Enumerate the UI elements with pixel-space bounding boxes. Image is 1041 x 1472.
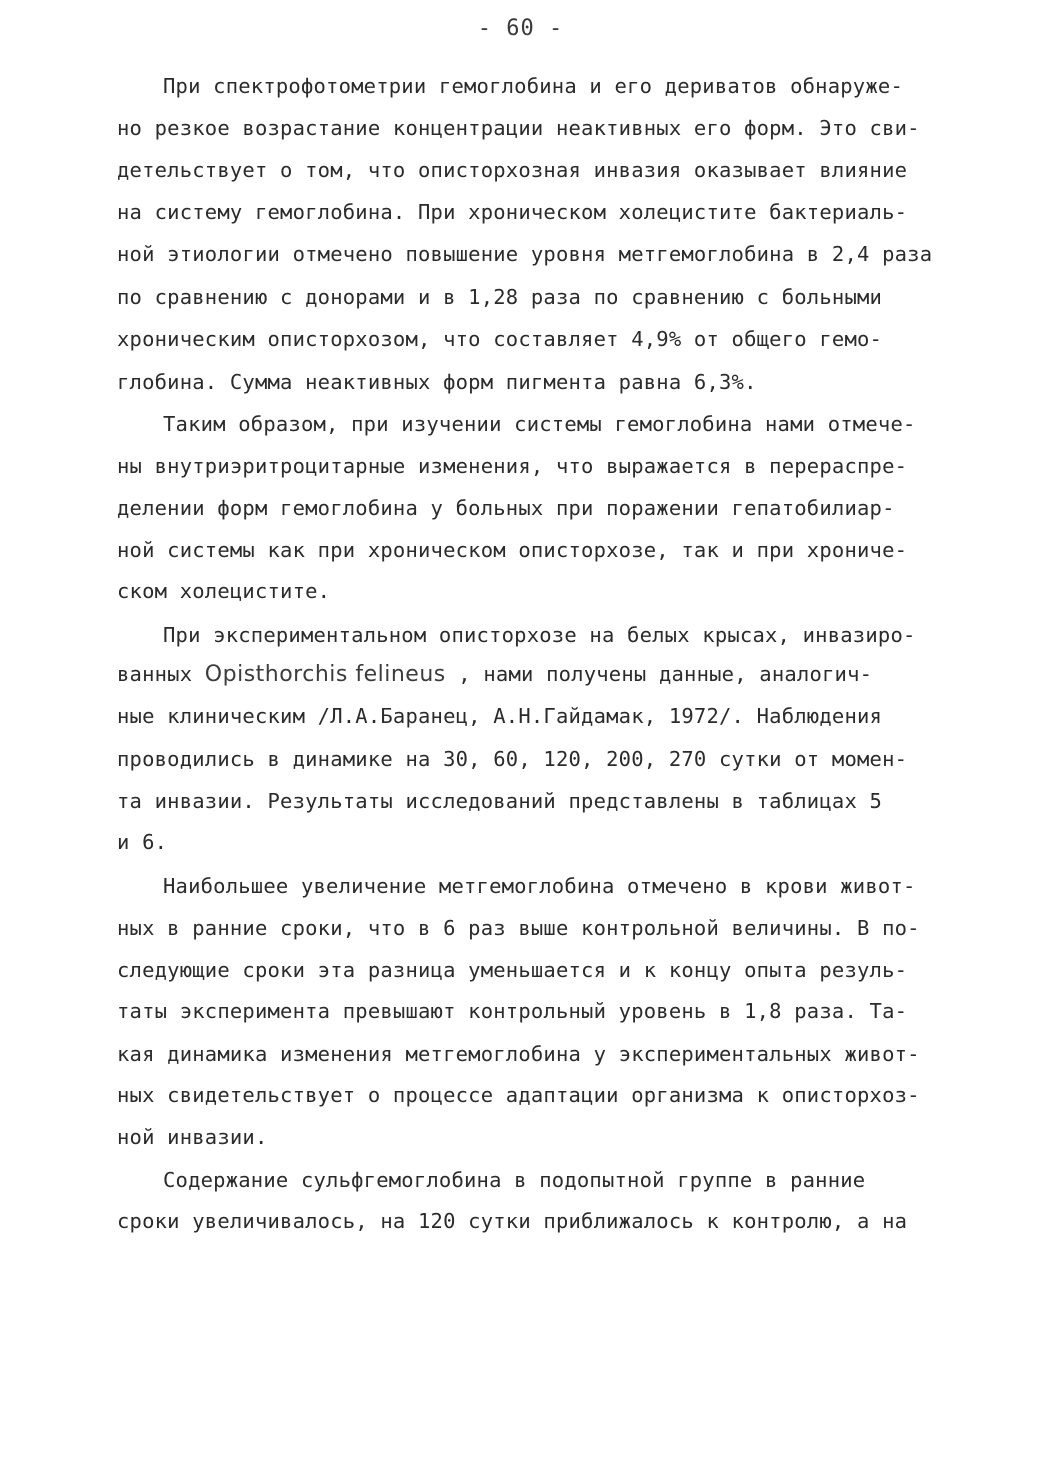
text-line: Таким образом, при изучении системы гемоглобина нами отмече- — [163, 412, 916, 436]
text-line: та инвазии. Результаты исследований представлены в таблицах 5 — [117, 789, 883, 813]
text-line: ском холецистите. — [117, 579, 331, 603]
text-line: Содержание сульфгемоглобина в подопытной группе в ранние — [163, 1168, 866, 1192]
text-line: ных в ранние сроки, что в 6 раз выше контрольной величины. В по- — [117, 916, 920, 940]
text-line: ные клиническим /Л.А.Баранец, А.Н.Гайдамак, 1972/. Наблюдения — [117, 704, 883, 728]
text-line: ных свидетельствует о процессе адаптации организма к описторхоз- — [117, 1083, 920, 1107]
text-fragment: , нами получены данные, аналогич- — [445, 662, 873, 686]
text-line: ной системы как при хроническом описторхозе, так и при хрониче- — [117, 538, 908, 562]
text-fragment: ванных — [117, 662, 205, 686]
text-line: детельствует о том, что описторхозная инвазия оказывает влияние — [117, 158, 908, 182]
species-name: Opisthorchis felineus — [204, 662, 446, 687]
text-line: глобина. Сумма неактивных форм пигмента равна 6,3%. — [117, 370, 757, 394]
page-number: - 60 - — [477, 16, 564, 41]
text-line: следующие сроки эта разница уменьшается и к концу опыта резуль- — [117, 958, 908, 982]
text-line: ной инвазии. — [117, 1125, 268, 1149]
text-line: но резкое возрастание концентрации неактивных его форм. Это сви- — [117, 116, 920, 140]
text-line: При спектрофотометрии гемоглобина и его дериватов обнаруже- — [163, 74, 903, 98]
text-line: кая динамика изменения метгемоглобина у экспериментальных живот- — [117, 1042, 920, 1066]
text-line: Наибольшее увеличение метгемоглобина отмечено в крови живот- — [163, 874, 916, 898]
text-line-with-species — [117, 664, 872, 686]
text-line: сроки увеличивалось, на 120 сутки приближалось к контролю, а на — [117, 1209, 908, 1233]
text-line: ны внутриэритроцитарные изменения, что выражается в перераспре- — [117, 454, 908, 478]
text-line: При экспериментальном описторхозе на белых крысах, инвазиро- — [163, 623, 916, 647]
text-line: хроническим описторхозом, что составляет 4,9% от общего гемо- — [117, 327, 883, 351]
text-line: по сравнению с донорами и в 1,28 раза по сравнению с больными — [117, 285, 883, 309]
text-line: и 6. — [117, 830, 168, 854]
text-line: таты эксперимента превышают контрольный уровень в 1,8 раза. Та- — [117, 999, 908, 1023]
text-line: делении форм гемоглобина у больных при поражении гепатобилиар- — [117, 496, 895, 520]
text-line: проводились в динамике на 30, 60, 120, 200, 270 сутки от момен- — [117, 747, 908, 771]
text-line: на систему гемоглобина. При хроническом холецистите бактериаль- — [117, 200, 908, 224]
text-line: ной этиологии отмечено повышение уровня метгемоглобина в 2,4 раза — [117, 242, 933, 266]
